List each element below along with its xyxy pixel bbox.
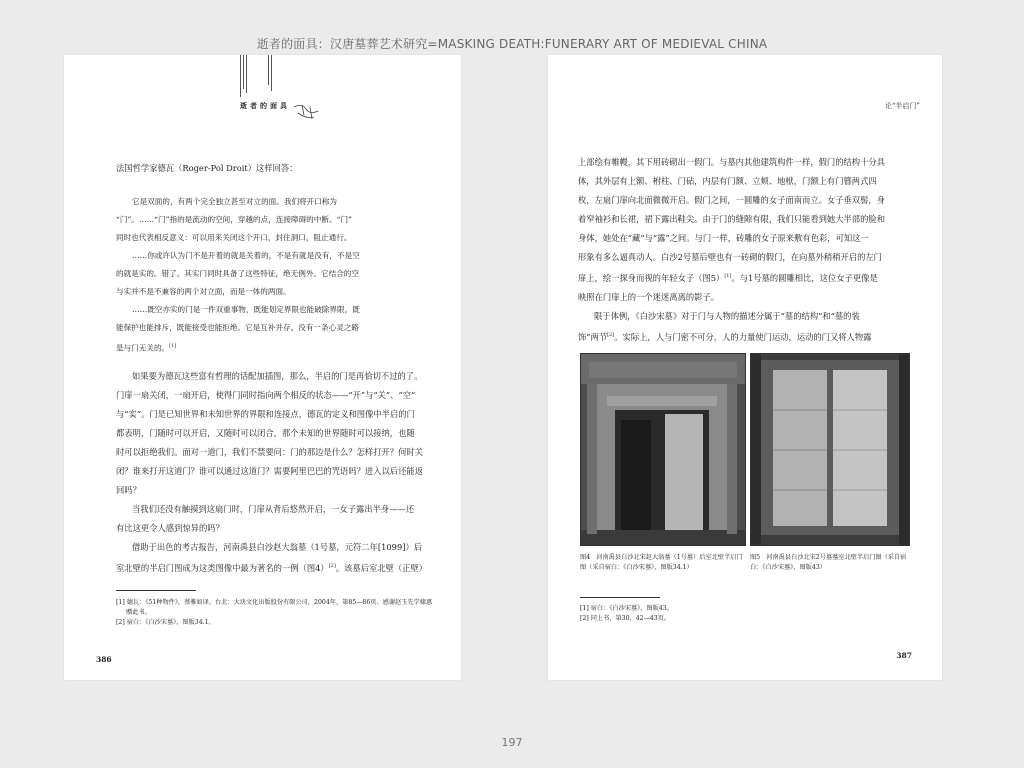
page-indicator: 197 <box>501 736 523 749</box>
footnote-ref[interactable]: [2] <box>607 331 615 338</box>
quote-line: ……既空亦实的门是一件双重事物，既能划定界限也能破除界限，既 <box>132 305 360 314</box>
quote-line: 的就是实的。错了。其实门同时具备了这些特征，绝无例外。它结合的空 <box>116 269 359 278</box>
running-header-left <box>240 55 320 130</box>
footnotes <box>580 604 910 624</box>
left-page <box>64 55 461 680</box>
body-line: 门扉一扇关闭，一扇开启，使得门同时指向两个相反的状态——“开”与“关”、“空” <box>116 390 416 400</box>
footnote-divider <box>116 590 196 591</box>
footnote: [2] 同上书，第30、42—43页。 <box>580 615 671 622</box>
body-line: 。与1号墓的圆雕相比，这位女子更像是 <box>731 272 878 283</box>
body-line: 时可以拒绝我们。面对一道门，我们不禁要问：门的那边是什么？怎样打开？何时关 <box>116 447 423 457</box>
viewer-toolbar <box>0 0 1024 52</box>
body-line: 回吗？ <box>116 485 141 495</box>
figure-4-photo <box>580 353 746 546</box>
footnote-ref[interactable]: [1] <box>169 343 177 349</box>
body-line: 形象有多么逼真动人。白沙2号墓后壁也有一砖砌的假门，在向墓外稍稍开启的左门 <box>578 252 882 262</box>
tomb-door-image <box>751 354 909 545</box>
body-line: 都表明，门随时可以开启，又随时可以闭合，那个未知的世界随时可以接纳，也随 <box>116 428 415 438</box>
flourish-icon <box>292 101 322 123</box>
tomb-door-image <box>581 354 745 545</box>
page-number: 387 <box>896 651 912 660</box>
body-line: 。实际上，人与门密不可分，人的力量使门运动，运动的门又将人物露 <box>614 331 872 342</box>
footnote-divider <box>580 597 660 598</box>
body-line: 着窄袖衫和长裙，裙下露出鞋尖。由于门的缝隙有限，我们只能看到她大半部的脸和 <box>578 214 885 224</box>
page-number: 386 <box>96 655 112 664</box>
body-line: 体，其外层有上额、柎柱、门砧，内层有门额、立颊、地栿，门额上有门簪两式四 <box>578 176 877 186</box>
quote-line: 与实并不是不兼容的两个对立面，而是一体的两面。 <box>116 287 291 296</box>
footnote-ref[interactable]: [2] <box>328 563 336 569</box>
body-text <box>578 153 918 347</box>
figure-4-caption: 图4 河南禹县白沙北宋赵大翁墓（1号墓）后室北壁半启门图（采自宿白：《白沙宋墓》，图版34.1） <box>580 554 743 571</box>
running-header-text: 逝者的面具 <box>240 101 290 110</box>
footnote: [1] 德瓦：《51种物件》，蔡雅如译，台北：大块文化出版股份有限公司，2004年，第85—86页。感谢赵玉先学棣惠 <box>116 599 433 606</box>
body-line: 借助于出色的考古报告，河南禹县白沙赵大翁墓（1号墓，元符二年[1099]）后 <box>132 542 423 552</box>
footnotes <box>116 598 446 628</box>
figure-5-caption: 图5 河南禹县白沙北宋2号墓墓室北壁半启门图（采自宿白：《白沙宋墓》，图版43） <box>750 554 907 571</box>
footnote: [1] 宿白：《白沙宋墓》，图版43。 <box>580 605 673 612</box>
body-line: 当我们还没有触摸到这扇门时，门扉从背后悠然开启，一女子露出半身——还 <box>132 504 415 514</box>
body-text <box>116 367 446 578</box>
body-line: 扉上，绘一探身而视的年轻女子（图5） <box>578 272 725 283</box>
body-line: 闭？谁来打开这道门？谁可以通过这道门？需要阿里巴巴的咒语吗？进入以后还能返 <box>116 466 423 476</box>
body-line: 饰”两节 <box>578 331 608 342</box>
body-line: 限于体例，《白沙宋墓》对于门与人物的描述分属于“墓的结构”和“墓的装 <box>594 310 860 321</box>
quote-line: 能保护也能排斥，既能接受也能拒绝。它是互补并存。没有一条心灵之路 <box>116 323 359 332</box>
body-line: 上部绘有帷幔，其下用砖砌出一假门。与墓内其他建筑构件一样，假门的结构十分具 <box>578 157 885 167</box>
footnote-ref[interactable]: [1] <box>724 273 732 279</box>
footnote: [2] 宿白：《白沙宋墓》，图版34.1。 <box>116 619 215 626</box>
body-line: 。该墓后室北壁（正壁） <box>335 562 428 573</box>
body-line: 室北壁的半启门图成为这类图像中最为著名的一例（图4） <box>116 562 329 573</box>
body-line: 身体，她处在“藏”与“露”之间。与门一样，砖雕的女子原来敷有色彩，可知这一 <box>578 233 869 243</box>
body-line: 与“实”。门是已知世界和未知世界的界限和连接点，德瓦的定义和图像中半启的门 <box>116 409 415 419</box>
quote-line: ……你或许认为门不是开着的就是关着的，不是有就是没有，不是空 <box>132 251 360 260</box>
quote-line: 是与门无关的。 <box>116 343 170 353</box>
running-header-right: 论“半启门” <box>884 102 920 110</box>
body-line: 有比这更令人感到惊异的吗？ <box>116 523 224 533</box>
document-title: 逝者的面具：汉唐墓葬艺术研究=MASKING DEATH:FUNERARY ART OF MEDIEVAL CHINA <box>256 37 768 51</box>
body-line: 枚，左扇门扉向北面微微开启。假门之间，一圆雕的女子面南而立。女子垂双髻，身 <box>578 195 885 205</box>
intro-line: 法国哲学家德瓦（Roger-Pol Droit）这样回答： <box>116 163 298 173</box>
body-line: 如果要为德瓦这些富有哲理的话配加插图，那么，半启的门是再恰切不过的了。 <box>132 371 423 381</box>
quote-line: “门”。……“门”指的是流动的空间，穿越的点，连接障碍的中断。“门” <box>116 215 352 224</box>
block-quote <box>116 193 426 358</box>
body-line: 映照在门扉上的一个迷迷离离的影子。 <box>578 291 720 302</box>
footnote: 赠此书。 <box>126 609 151 616</box>
header-ornament-lines <box>240 55 300 95</box>
right-page <box>548 55 942 680</box>
quote-line: 同时也代表相反意义：可以用来关闭这个开口，封住洞口，阻止通行。 <box>116 233 352 242</box>
figure-5-photo <box>750 353 910 546</box>
quote-line: 它是双面的，有两个完全独立甚至对立的面。我们将开口称为 <box>132 197 338 206</box>
